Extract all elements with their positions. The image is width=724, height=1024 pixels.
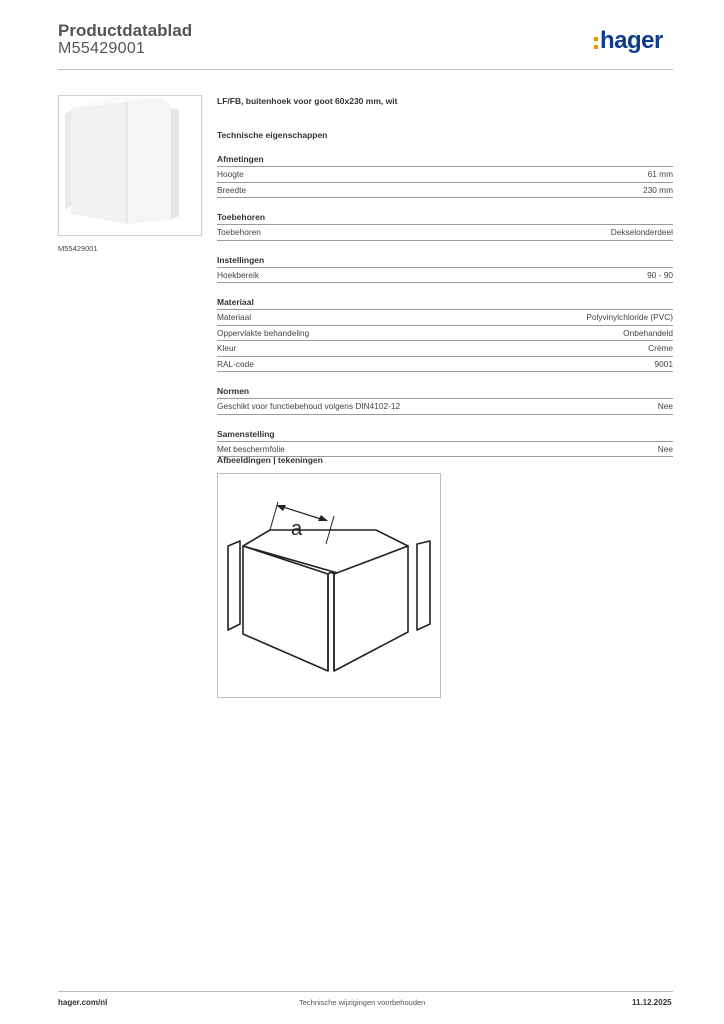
spec-value: Nee <box>657 443 673 454</box>
footer-divider <box>58 991 673 992</box>
product-photo <box>58 95 202 236</box>
spec-value: 90 - 90 <box>647 269 673 280</box>
footer-disclaimer: Technische wijzigingen voorbehouden <box>299 998 426 1007</box>
section-normen <box>217 386 673 415</box>
spec-row <box>217 183 673 199</box>
dimension-label: a <box>291 518 303 540</box>
section-title: Samenstelling <box>217 429 673 442</box>
section-title: Instellingen <box>217 255 673 268</box>
spec-label: Hoogte <box>217 169 244 180</box>
tech-properties-title: Technische eigenschappen <box>217 130 328 140</box>
product-code: M55429001 <box>58 40 146 57</box>
footer-website-link[interactable]: hager.com/nl <box>58 998 108 1007</box>
spec-row <box>217 310 673 326</box>
logo-dots-icon <box>594 37 598 49</box>
logo-text: hager <box>600 27 663 54</box>
spec-label: Toebehoren <box>217 227 261 238</box>
spec-row <box>217 326 673 342</box>
spec-row <box>217 167 673 183</box>
spec-value: Nee <box>657 401 673 412</box>
spec-value: 61 mm <box>647 169 673 180</box>
spec-row <box>217 225 673 241</box>
spec-row <box>217 341 673 357</box>
section-toebehoren <box>217 212 673 241</box>
spec-value: 9001 <box>654 358 673 369</box>
section-title: Materiaal <box>217 297 673 310</box>
spec-value: 230 mm <box>643 184 673 195</box>
section-title: Toebehoren <box>217 212 673 225</box>
spec-label: Breedte <box>217 184 247 195</box>
spec-content <box>217 96 673 457</box>
spec-label: Kleur <box>217 343 237 354</box>
spec-row <box>217 268 673 284</box>
page-title: Productdatablad <box>58 21 193 40</box>
section-afmetingen <box>217 154 673 198</box>
spec-value: Dekselonderdeel <box>610 227 673 238</box>
spec-label: Hoekbereik <box>217 269 259 280</box>
spec-label: Materiaal <box>217 312 252 323</box>
spec-label: Oppervlakte behandeling <box>217 327 310 338</box>
spec-value: Crème <box>648 343 673 354</box>
spec-value: Onbehandeld <box>623 327 673 338</box>
hager-logo <box>594 28 663 54</box>
footer-date: 11.12.2025 <box>632 998 672 1007</box>
spec-label: RAL-code <box>217 358 254 369</box>
spec-row <box>217 357 673 373</box>
spec-value: Polyvinylchloride (PVC) <box>586 312 673 323</box>
spec-row <box>217 399 673 415</box>
product-description: LF/FB, buitenhoek voor goot 60x230 mm, wit <box>217 96 398 106</box>
section-title: Afmetingen <box>217 154 673 167</box>
drawings-title: Afbeeldingen | tekeningen <box>217 455 323 465</box>
section-samenstelling <box>217 429 673 458</box>
section-title: Normen <box>217 386 673 399</box>
spec-label: Met beschermfolie <box>217 443 285 454</box>
section-instellingen <box>217 255 673 284</box>
spec-label: Geschikt voor functiebehoud volgens DIN4102-12 <box>217 401 401 412</box>
technical-drawing <box>217 473 441 698</box>
photo-caption: M55429001 <box>58 244 98 253</box>
section-materiaal <box>217 297 673 372</box>
header-divider <box>58 69 673 70</box>
